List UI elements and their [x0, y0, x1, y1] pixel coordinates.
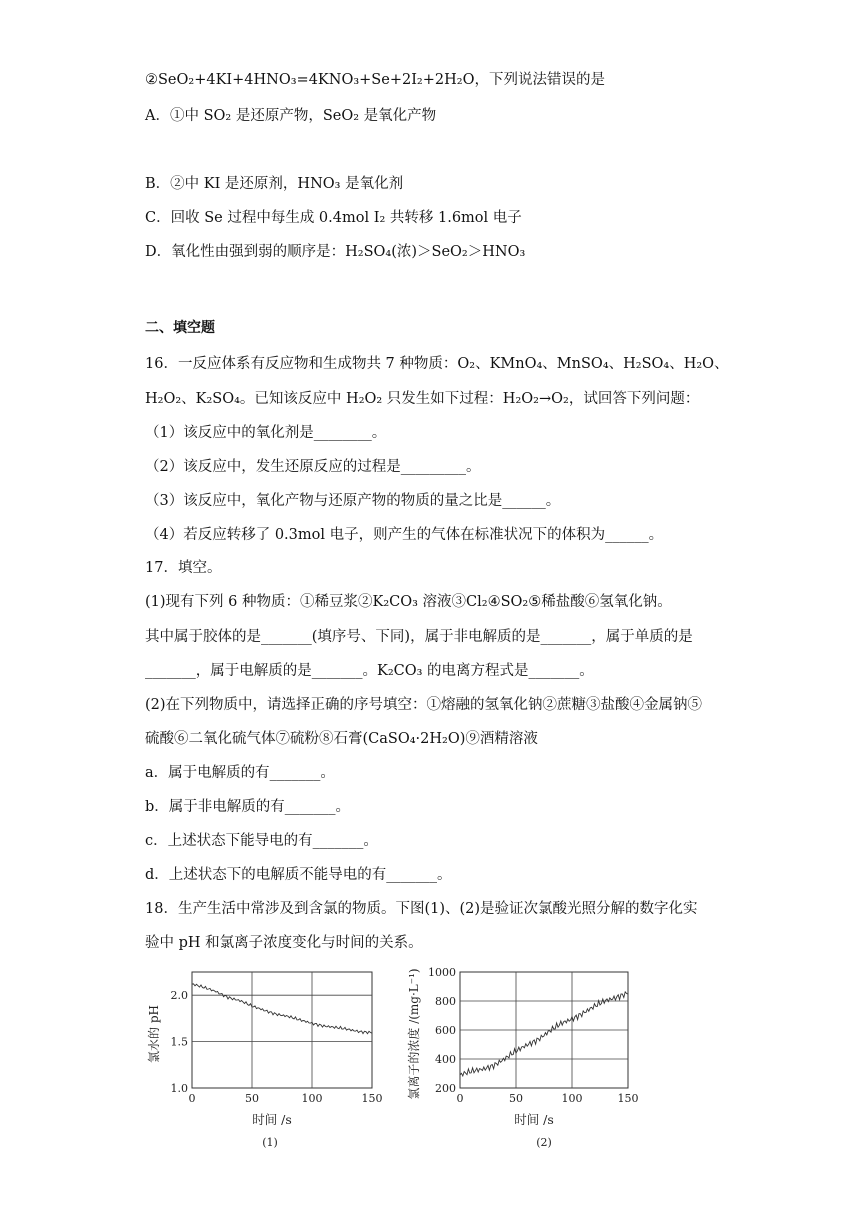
chart-1-ytick-label: 1.0 — [170, 1082, 188, 1095]
chart-1-xtick-label: 0 — [188, 1092, 196, 1105]
question-17-2-line-1: (2)在下列物质中，请选择正确的序号填空：①熔融的氢氧化钠②蔗糖③盐酸④金属钠⑤ — [145, 697, 703, 713]
option-b: B．②中 KI 是还原剂，HNO₃ 是氧化剂 — [145, 176, 404, 192]
option-c: C．回收 Se 过程中每生成 0.4mol I₂ 共转移 1.6mol 电子 — [145, 210, 522, 226]
chart-2-xtick-label: 100 — [561, 1092, 583, 1105]
question-16-line-2: H₂O₂、K₂SO₄。已知该反应中 H₂O₂ 只发生如下过程：H₂O₂→O₂，试回答下列问题： — [145, 391, 700, 407]
question-16-part-4: （4）若反应转移了 0.3mol 电子，则产生的气体在标准状况下的体积为______。 — [145, 527, 664, 543]
chart-1-ytick-label: 1.5 — [170, 1035, 188, 1049]
option-d: D．氧化性由强到弱的顺序是：H₂SO₄(浓)＞SeO₂＞HNO₃ — [145, 244, 526, 260]
question-17-part-c: c．上述状态下能导电的有_______。 — [145, 833, 378, 849]
chart-2-xtick-label: 0 — [456, 1092, 464, 1105]
option-a: A．①中 SO₂ 是还原产物，SeO₂ 是氧化产物 — [145, 108, 437, 124]
chart-1-caption: (1) — [262, 1136, 278, 1149]
question-16-line-1: 16．一反应体系有反应物和生成物共 7 种物质：O₂、KMnO₄、MnSO₄、H₂SO₄、H₂O、 — [145, 356, 729, 372]
question-17-title: 17．填空。 — [145, 560, 222, 576]
question-17-part-b: b．属于非电解质的有_______。 — [145, 799, 351, 815]
question-17-part-d: d．上述状态下的电解质不能导电的有_______。 — [145, 867, 452, 883]
figure-charts — [140, 958, 660, 1158]
chart-2-xlabel: 时间 /s — [514, 1112, 554, 1127]
chart-1-ylabel: 氯水的 pH — [147, 1005, 161, 1063]
question-16-part-2: （2）该反应中，发生还原反应的过程是_________。 — [145, 459, 481, 475]
chart-2-ylabel: 氯离子的浓度 /(mg·L⁻¹) — [407, 968, 421, 1100]
question-16-part-3: （3）该反应中，氧化产物与还原产物的物质的量之比是______。 — [145, 493, 561, 509]
chart-2-series-line — [460, 992, 628, 1076]
chart-2-ytick-label: 800 — [435, 995, 456, 1008]
chart-2-ytick-label: 1000 — [428, 966, 456, 979]
question-17-1-line-3: _______，属于电解质的是_______。K₂CO₃ 的电离方程式是_______。 — [145, 663, 594, 679]
chart-2-xtick-label: 150 — [617, 1092, 639, 1105]
chart-2-ytick-label: 600 — [435, 1024, 456, 1037]
chart-2-xtick-label: 50 — [509, 1092, 523, 1105]
chart-1-xtick-label: 150 — [361, 1092, 383, 1105]
question-17-part-a: a．属于电解质的有_______。 — [145, 765, 335, 781]
chart-2-ytick-label: 200 — [435, 1082, 456, 1095]
chart-1-xtick-label: 50 — [245, 1092, 259, 1105]
question-17-2-line-2: 硫酸⑥二氧化硫气体⑦硫粉⑧石膏(CaSO₄·2H₂O)⑨酒精溶液 — [145, 731, 538, 747]
chart-2-caption: (2) — [536, 1136, 552, 1149]
chart-1-xlabel: 时间 /s — [252, 1112, 292, 1127]
chart-1-frame — [192, 972, 372, 1088]
chart-2-ytick-label: 400 — [435, 1053, 456, 1066]
charts-svg — [140, 958, 660, 1158]
chart-1-xtick-label: 100 — [301, 1092, 323, 1105]
section-heading: 二、填空题 — [145, 320, 215, 336]
question-18-line-2: 验中 pH 和氯离子浓度变化与时间的关系。 — [145, 935, 423, 951]
question-15-equation-2: ②SeO₂+4KI+4HNO₃=4KNO₃+Se+2I₂+2H₂O，下列说法错误的是 — [145, 72, 605, 88]
question-17-1-line-1: (1)现有下列 6 种物质：①稀豆浆②K₂CO₃ 溶液③Cl₂④SO₂⑤稀盐酸⑥氢氧化钠。 — [145, 594, 672, 610]
question-16-part-1: （1）该反应中的氧化剂是________。 — [145, 425, 387, 441]
question-18-line-1: 18．生产生活中常涉及到含氯的物质。下图(1)、(2)是验证次氯酸光照分解的数字化实 — [145, 901, 698, 917]
question-17-1-line-2: 其中属于胶体的是_______(填序号、下同)，属于非电解质的是_______，属于单质的是 — [145, 629, 693, 645]
chart-1-series-line — [192, 984, 372, 1034]
chart-1-ytick-label: 2.0 — [170, 989, 188, 1003]
